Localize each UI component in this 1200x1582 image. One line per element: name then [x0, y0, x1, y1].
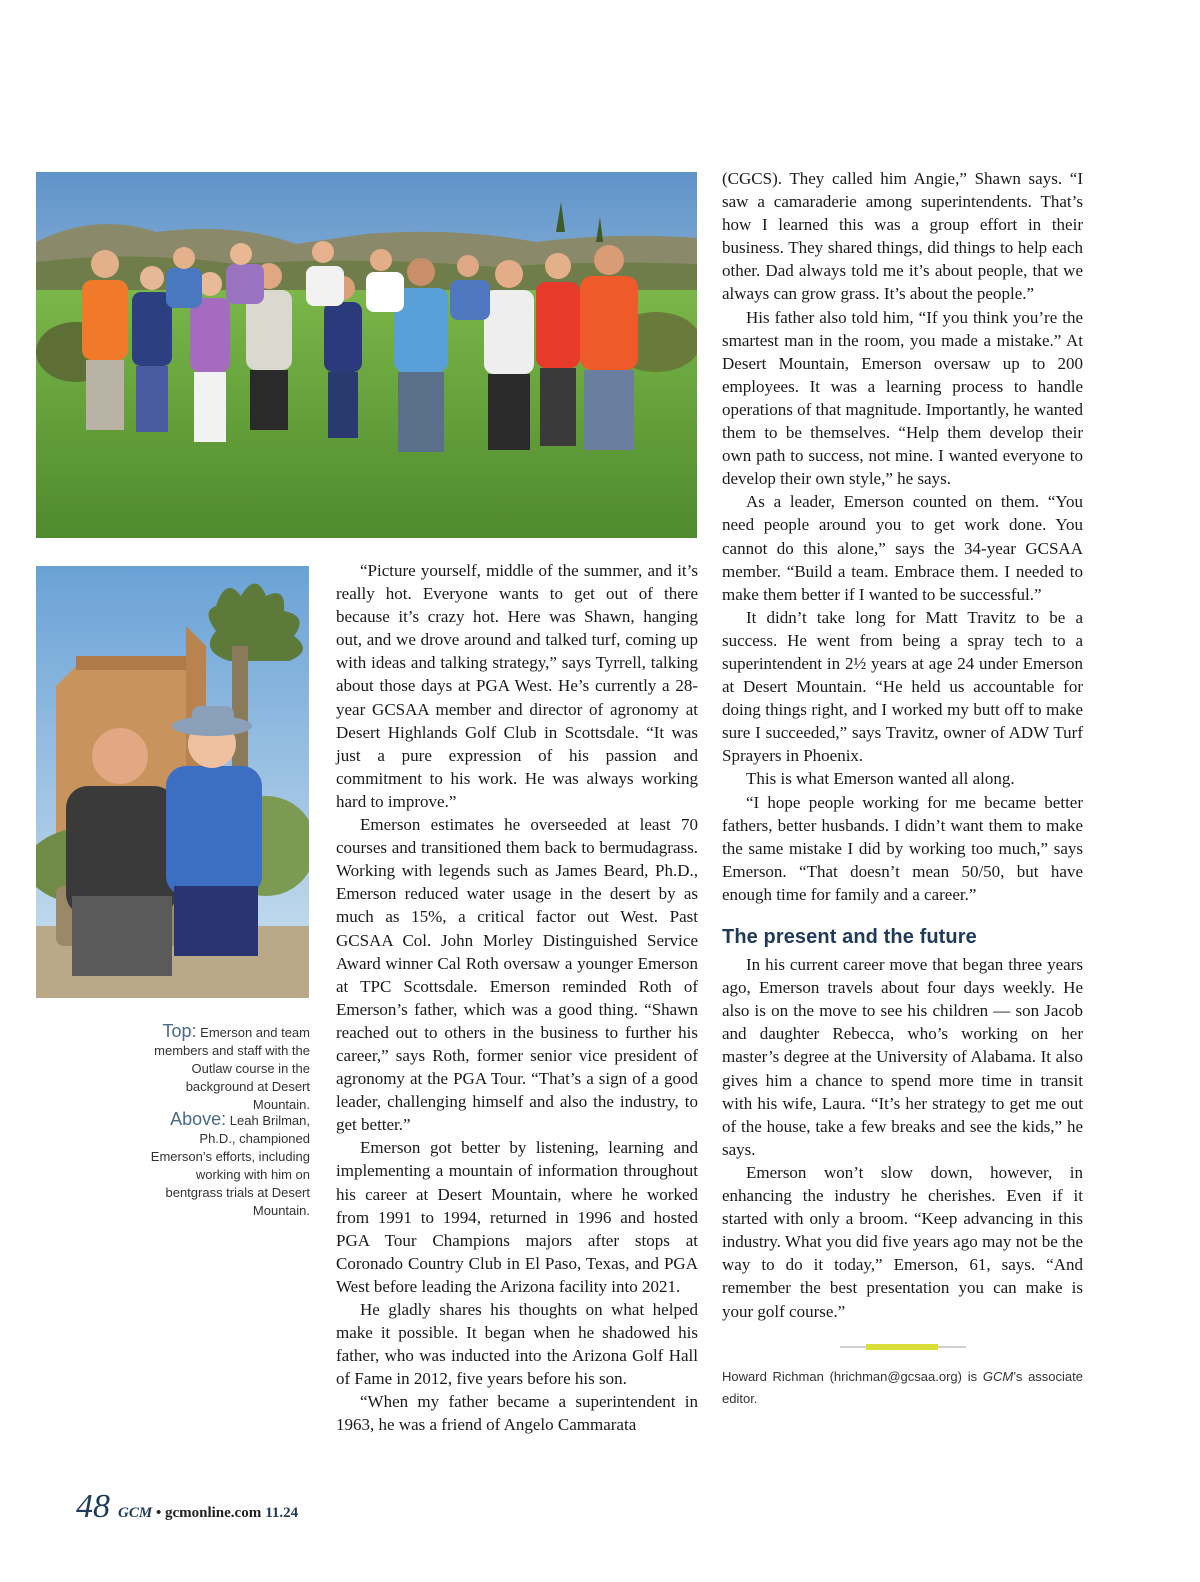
article-paragraph: “Picture yourself, middle of the summer, and it’s really hot. Everyone wants to get out of there because it’s crazy hot. Here was Shawn, hanging out, and we drove around and talked turf, coming up with ideas and talking strategy,” says Tyrrell, talking about those days at PGA West. He’s currently a 28-year GCSAA member and director of agronomy at Desert Highlands Golf Club in Scottsdale. “It was just a pure expression of his passion and commitment to his work. He was always working hard to improve.” — [336, 561, 698, 811]
article-paragraph: “When my father became a superintendent in 1963, he was a friend of Angelo Cammarata — [336, 1392, 698, 1435]
article-paragraph: “I hope people working for me became better fathers, better husbands. I didn’t want them to make the same mistake I did by working too much,” says Emerson. “That doesn’t mean 50/50, but have enough time for family and a career.” — [722, 792, 1083, 904]
article-paragraph: Emerson got better by listening, learning and implementing a mountain of information throughout his career at Desert Mountain, where he worked from 1991 to 1994, returned in 1996 and hosted PGA Tour Champions majors after stops at Coronado Country Club in El Paso, Texas, and PGA West before leading the Arizona facility into 2021. — [336, 1138, 698, 1296]
caption-text-above: Leah Brilman, Ph.D., championed Emerson’s efforts, including working with him on bentgrass trials at Desert Mountain. — [150, 1113, 310, 1218]
article-paragraph: This is what Emerson wanted all along. — [746, 769, 1015, 789]
article-paragraph: He gladly shares his thoughts on what helped make it possible. It began when he shadowed his father, who was inducted into the Arizona Golf Hall of Fame in 2012, five years before his son. — [336, 1300, 698, 1389]
page-number: 48 — [76, 1488, 110, 1525]
article-paragraph: As a leader, Emerson counted on them. “You need people around you to get work done. You cannot do this alone,” says the 34-year GCSAA member. “Build a team. Embrace them. I needed to make them better if I wanted to be successful.” — [722, 492, 1083, 604]
left-portrait-photo — [36, 566, 309, 998]
page-footer — [76, 1488, 298, 1526]
footer-separator: • — [152, 1505, 165, 1521]
footer-website: gcmonline.com — [164, 1505, 262, 1521]
article-paragraph: (CGCS). They called him Angie,” Shawn says. “I saw a camaraderie among superintendents. That’s how I learned this was a group effort in their business. They shared things, did things to help each other. Dad always told me it’s about people, that we always can grow grass. It’s about the people.” — [722, 169, 1083, 304]
caption-text-top: Emerson and team members and staff with the Outlaw course in the background at Desert Mountain. — [154, 1025, 310, 1112]
footer-publication: GCM — [118, 1505, 153, 1521]
top-group-photo — [36, 172, 697, 538]
article-column-right — [722, 167, 1083, 1323]
footer-issue: 11.24 — [265, 1505, 299, 1521]
bio-text: Howard Richman (hrichman@gcsaa.org) is — [722, 1369, 983, 1384]
article-column-middle — [336, 559, 698, 1437]
caption-lead-top: Top: — [162, 1021, 197, 1041]
bio-publication: GCM — [982, 1369, 1014, 1384]
author-bio — [722, 1366, 1083, 1410]
article-paragraph: Emerson estimates he overseeded at least 70 courses and transitioned them back to bermudagrass. Working with legends such as James Beard, Ph.D., Emerson reduced water usage in the desert by as much as 15%, a critical factor out West. Past GCSAA Col. John Morley Distinguished Service Award winner Cal Roth oversaw a younger Emerson at TPC Scottsdale. Emerson reminded Roth of Emerson’s father, which was a good thing. “Shawn reached out to others in the business to further his career,” says Roth, former senior vice president of agronomy at the PGA Tour. “That’s a sign of a good leader, challenging himself and also the industry, to get better.” — [336, 815, 698, 1135]
article-paragraph: His father also told him, “If you think you’re the smartest man in the room, you made a mistake.” At Desert Mountain, Emerson oversaw up to 200 employees. It was a learning process to handle operations of that magnitude. Importantly, he wanted them to be themselves. “Help them develop their own path to success, not mine. I wanted everyone to develop their own style,” he says. — [722, 307, 1083, 489]
photo-caption-top — [140, 1022, 310, 1114]
section-subheading: The present and the future — [722, 926, 977, 948]
caption-lead-above: Above: — [170, 1109, 227, 1129]
article-paragraph: It didn’t take long for Matt Travitz to be a success. He went from being a spray tech to a superintendent in 2½ years at age 24 under Emerson at Desert Mountain. “He held us accountable for doing things right, and I worked my butt off to make sure I succeeded,” says Travitz, owner of ADW Turf Sprayers in Phoenix. — [722, 607, 1083, 766]
photo-caption-above — [140, 1110, 310, 1220]
bio-text-end: ’s associate editor. — [722, 1369, 1083, 1406]
end-divider-accent — [866, 1344, 938, 1350]
article-paragraph: In his current career move that began three years ago, Emerson travels about four days weekly. He also is on the move to see his children — son Jacob and daughter Rebecca, who’s working on her master’s degree at the University of Alabama. It also gives him a chance to spend more time in transit with his wife, Laura. “It’s her strategy to get me out of the house, take a few breaks and see the kids,” he says. — [722, 955, 1083, 1159]
article-paragraph: Emerson won’t slow down, however, in enhancing the industry he cherishes. Even if it started with only a broom. “Keep advancing in this industry. What you did five years ago may not be the way to do it today,” Emerson, 61, says. “And remember the best presentation you can make is your golf course.” — [722, 1162, 1083, 1321]
